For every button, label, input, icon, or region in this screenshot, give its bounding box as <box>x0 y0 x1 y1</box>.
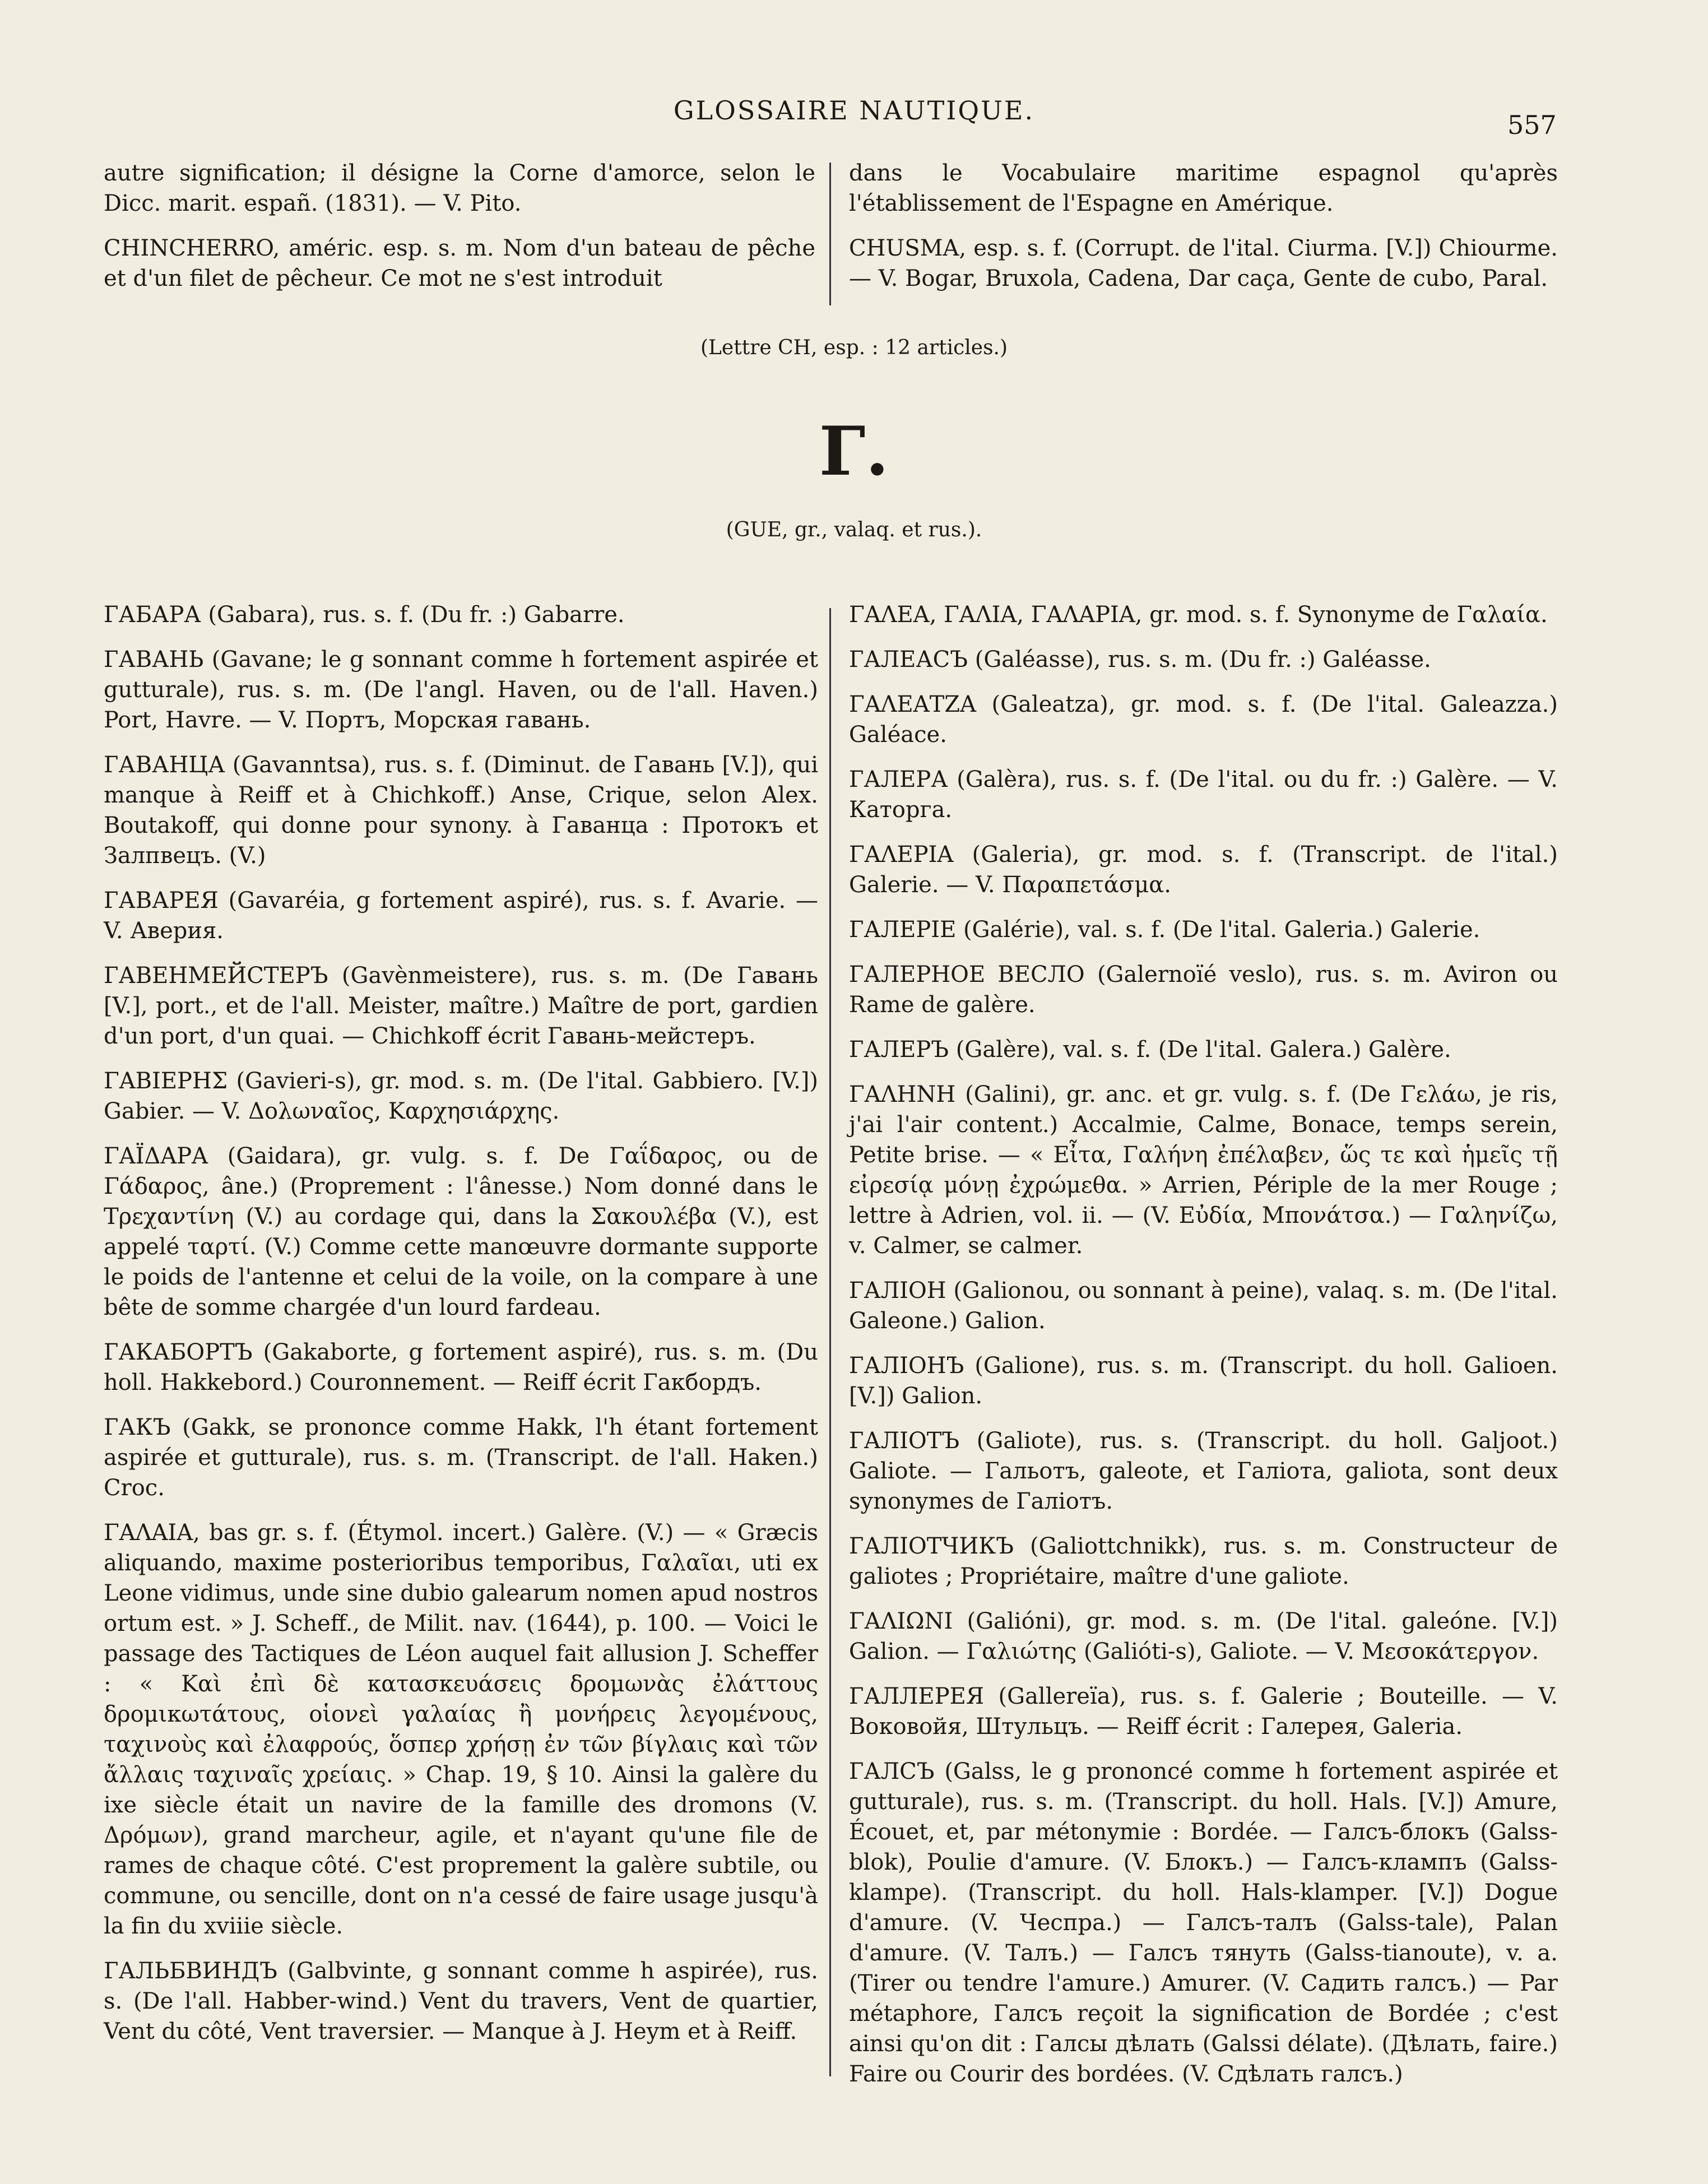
column-rule <box>829 163 831 305</box>
dictionary-entry: ГАЛЬБВИНДЪ (Galbvinte, g sonnant comme h aspirée), rus. s. (De l'all. Habber-wind.) Vent du travers, Vent de quartier, Vent du côté, Vent traversier. — Manque à J. Heym et à Reiff. <box>104 1958 818 2044</box>
dictionary-entry: ГАВАРЕЯ (Gavaréia, g fortement aspiré), rus. s. f. Avarie. — V. Аверия. <box>104 888 818 944</box>
dictionary-entry: ГАЛІОТЧИКЪ (Galiottchnikk), rus. s. m. Constructeur de galiotes ; Propriétaire, maître d'une galiote. <box>849 1533 1558 1589</box>
dictionary-entry: ΓΑΪΔΑΡΑ (Gaidara), gr. vulg. s. f. De Γαΐδαρος, ou de Γάδαρος, âne.) (Proprement : l'ânesse.) Nom donné dans le Τρεχαντίνη (V.) au cordage qui, dans la Σακουλέβα (V.), est appelé ταρτί. (V.) Comme cette manœuvre dormante supporte le poids de l'antenne et celui de la voile, on la compare à une bête de somme chargée d'un lourd fardeau. <box>104 1143 818 1320</box>
dictionary-entry: ΓΑΛΙΩΝΙ (Galióni), gr. mod. s. m. (De l'ital. galeóne. [V.]) Galion. — Γαλιώτης (Galióti-s), Galiote. — V. Μεσοκάτεργον. <box>849 1608 1558 1664</box>
dictionary-entry: ΓΑΒΙΕΡΗΣ (Gavieri-s), gr. mod. s. m. (De l'ital. Gabbiero. [V.]) Gabier. — V. Δολωναῖος, Καρχησιάρχης. <box>104 1068 818 1124</box>
dictionary-entry: ГАЛЕРНОЕ ВЕСЛО (Galernoïé veslo), rus. s. m. Aviron ou Rame de galère. <box>849 962 1558 1018</box>
dictionary-entry: ГАКЪ (Gakk, se prononce comme Hakk, l'h étant fortement aspirée et gutturale), rus. s. m. (Transcript. de l'all. Haken.) Croc. <box>104 1415 818 1501</box>
dictionary-entry: ГАВАНЦА (Gavanntsa), rus. s. f. (Diminut. de Гавань [V.]), qui manque à Reiff et à Chichkoff.) Anse, Crique, selon Alex. Boutakoff, qui donne pour synony. à Гаванца : Протокъ et Залпвецъ. (V.) <box>104 752 818 869</box>
entry-text: CHINCHERRO, améric. esp. s. m. Nom d'un bateau de pêche et d'un filet de pêcheur. Ce mot ne s'est introduit <box>104 235 815 291</box>
dictionary-entry: ΓΑΛΕΑ, ΓΑΛΙΑ, ΓΑΛΑΡΙΑ, gr. mod. s. f. Synonyme de Γαλαία. <box>849 602 1548 628</box>
entry-text: CHUSMA, esp. s. f. (Corrupt. de l'ital. Ciurma. [V.]) Chiourme. — V. Bogar, Bruxola, Cadena, Dar caça, Gente de cubo, Paral. <box>849 235 1558 291</box>
dictionary-entry: ГАЛЛЕРЕЯ (Gallereïa), rus. s. f. Galerie ; Bouteille. — V. Воковойя, Штульцъ. — Reiff écrit : Галерея, Galeria. <box>849 1684 1558 1740</box>
dictionary-entry: ГАЛСЪ (Galss, le g prononcé comme h fortement aspirée et gutturale), rus. s. m. (Transcript. du holl. Hals. [V.]) Amure, Écouet, et, par métonymie : Bordée. — Галсъ-блокъ (Galss-blok), Poulie d'amure. (V. Блокъ.) — Галсъ-клампъ (Galss-klampe). (Transcript. du holl. Hals-klamper. [V.]) Dogue d'amure. (V. Чеспра.) — Галсъ-талъ (Galss-tale), Palan d'amure. (V. Талъ.) — Галсъ тянуть (Galss-tianoute), v. a. (Tirer ou tendre l'amure.) Amurer. (V. Садить галсъ.) — Par métaphore, Галсъ reçoit la signification de Bordée ; c'est ainsi qu'on dit : Галсы дѣлать (Galssi délate). (Дѣлать, faire.) Faire ou Courir des bordées. (V. Сдѣлать галсъ.) <box>849 1759 1558 2087</box>
dictionary-entry: ГАЛЕРІЕ (Galérie), val. s. f. (De l'ital. Galeria.) Galerie. <box>849 917 1480 943</box>
dictionary-entry: ΓΑΛΗΝΗ (Galini), gr. anc. et gr. vulg. s. f. (De Γελάω, je ris, j'ai l'air content.) Accalmie, Calme, Bonace, temps serein, Petite brise. — « Εἶτα, Γαλήνη ἐπέλαβεν, ὥς τε καὶ ἡμεῖς τῇ εἰρεσίᾳ μόνῃ ἐχρώμεθα. » Arrien, Périple de la mer Rouge ; lettre à Adrien, vol. ii. — (V. Εὐδία, Μπονάτσα.) — Γαληνίζω, v. Calmer, se calmer. <box>849 1082 1558 1259</box>
dictionary-entry: ΓΑΛΕΑΤΖΑ (Galeatza), gr. mod. s. f. (De l'ital. Galeazza.) Galéace. <box>849 692 1558 748</box>
main-right-column <box>849 600 1558 2104</box>
dictionary-entry: ГАКАБОРТЪ (Gakaborte, g fortement aspiré), rus. s. m. (Du holl. Hakkebord.) Couronnement. — Reiff écrit Гакбордъ. <box>104 1339 818 1395</box>
entry-text: dans le Vocabulaire maritime espagnol qu'après l'établissement de l'Espagne en Amérique. <box>849 160 1558 216</box>
top-left-column <box>104 158 815 308</box>
running-head: GLOSSAIRE NAUTIQUE. <box>673 95 1035 126</box>
dictionary-entry: ГАБАРА (Gabara), rus. s. f. (Du fr. :) Gabarre. <box>104 602 625 628</box>
dictionary-entry: ГАЛІОНЪ (Galione), rus. s. m. (Transcript. du holl. Galioen. [V.]) Galion. <box>849 1353 1558 1409</box>
dictionary-entry: ГАВАНЬ (Gavane; le g sonnant comme h fortement aspirée et gutturale), rus. s. m. (De l'angl. Haven, ou de l'all. Haven.) Port, Havre. — V. Портъ, Морская гавань. <box>104 647 818 733</box>
top-right-column <box>849 158 1558 308</box>
dictionary-entry: ГАЛІОН (Galionou, ou sonnant à peine), valaq. s. m. (De l'ital. Galeone.) Galion. <box>849 1278 1558 1334</box>
main-left-column <box>104 600 818 2061</box>
dictionary-entry: ГАЛЕРЪ (Galère), val. s. f. (De l'ital. Galera.) Galère. <box>849 1037 1451 1063</box>
dictionary-entry: ΓΑΛΑΙΑ, bas gr. s. f. (Étymol. incert.) Galère. (V.) — « Græcis aliquando, maxime posterioribus temporibus, Γαλαῖαι, uti ex Leone vidimus, unde sine dubio galearum nomen apud nostros ortum est. » J. Scheff., de Milit. nav. (1644), p. 100. — Voici le passage des Tactiques de Léon auquel fait allusion J. Scheffer : « Καὶ ἐπὶ δὲ κατασκευάσεις δρομωνὰς ἐλάττους δρομικωτάτους, οἱονεὶ γαλαίας ἢ μονήρεις λεγομένους, ταχινοὺς καὶ ἐλαφρούς, ὅσπερ χρήσῃ ἐν τῶν βίγλαις καὶ τῶν ἄλλαις ταχιναῖς χρείαις. » Chap. 19, § 10. Ainsi la galère du ixe siècle était un navire de la famille des dromons (V. Δρόμων), grand marcheur, agile, et n'ayant qu'une file de rames de chaque côté. C'est proprement la galère subtile, ou commune, ou sencille, dont on n'a cessé de faire usage jusqu'à la fin du xviiie siècle. <box>104 1520 818 1939</box>
dictionary-entry: ГАЛЕРА (Galèra), rus. s. f. (De l'ital. ou du fr. :) Galère. — V. Каторга. <box>849 767 1558 823</box>
chapter-note: (Lettre CH, esp. : 12 articles.) <box>700 336 1008 359</box>
letter-heading: Г. <box>819 412 889 491</box>
dictionary-entry: ΓΑΛΕΡΙΑ (Galeria), gr. mod. s. f. (Transcript. de l'ital.) Galerie. — V. Παραπετάσμα. <box>849 842 1558 898</box>
dictionary-entry: ГАЛІОТЪ (Galiote), rus. s. (Transcript. du holl. Galjoot.) Galiote. — Гальотъ, galeote, et Галіота, galiota, sont deux synonymes de Галіотъ. <box>849 1428 1558 1514</box>
letter-note: (GUE, gr., valaq. et rus.). <box>726 518 982 541</box>
page-number: 557 <box>1507 110 1557 140</box>
column-rule <box>829 608 831 2076</box>
dictionary-entry: ГАЛЕАСЪ (Galéasse), rus. s. m. (Du fr. :) Galéasse. <box>849 647 1431 673</box>
entry-text: autre signification; il désigne la Corne d'amorce, selon le Dicc. marit. españ. (1831). — V. Pito. <box>104 160 815 216</box>
dictionary-entry: ГАВЕНМЕЙСТЕРЪ (Gavènmeistere), rus. s. m. (De Гавань [V.], port., et de l'all. Meister, maître.) Maître de port, gardien d'un port, d'un quai. — Chichkoff écrit Гавань-мейстеръ. <box>104 963 818 1049</box>
